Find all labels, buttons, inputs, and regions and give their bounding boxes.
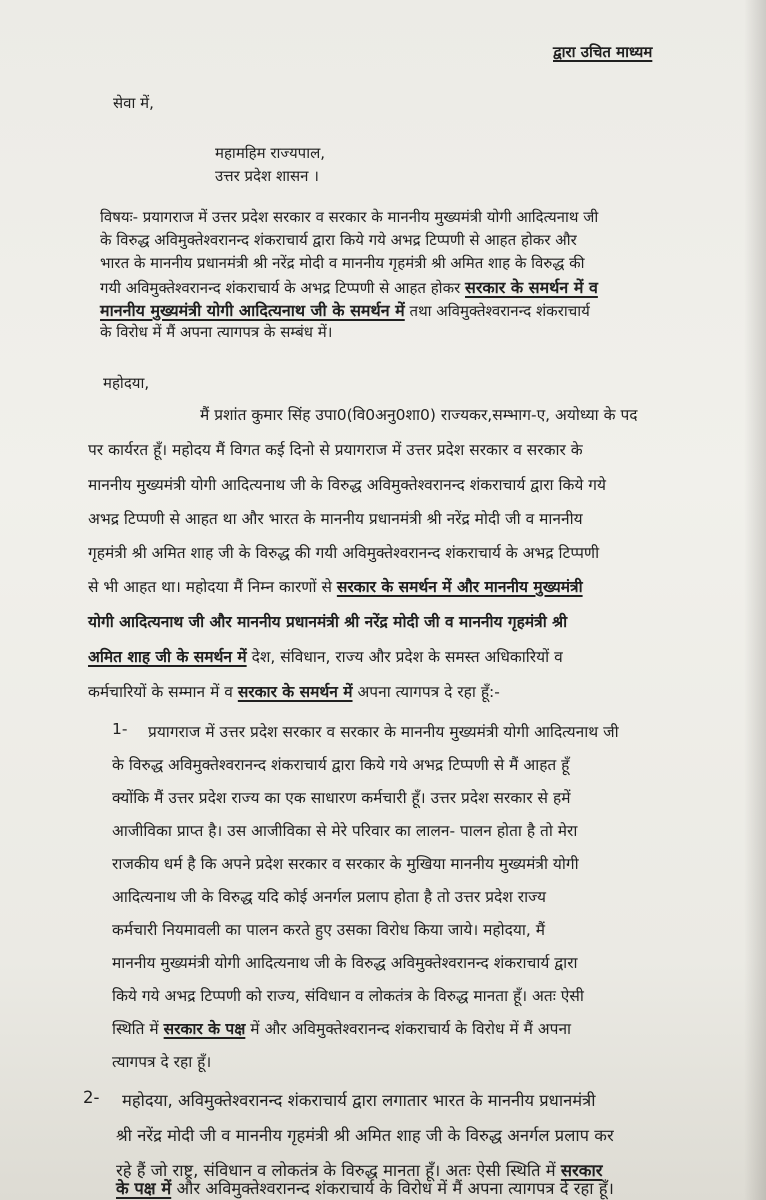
point-line xyxy=(116,1176,614,1199)
body-text: कर्मचारियों के सम्मान में व xyxy=(88,683,238,701)
body-underline: सरकार के समर्थन में xyxy=(237,683,353,701)
body-line xyxy=(88,680,500,702)
point-underline: सरकार के पक्ष xyxy=(163,1020,246,1038)
body-line: माननीय मुख्यमंत्री योगी आदित्यनाथ जी के विरुद्ध अविमुक्तेश्वरानन्द शंकराचार्य द्वारा किये गये xyxy=(88,476,607,494)
body-line: गृहमंत्री श्री अमित शाह जी के विरुद्ध की गयी अविमुक्तेश्वरानन्द शंकराचार्य के अभद्र टिप्पणी xyxy=(88,544,600,562)
point-line: श्री नरेंद्र मोदी जी व माननीय गृहमंत्री श्री अमित शाह जी के विरुद्ध अनर्गल प्रलाप कर xyxy=(116,1126,614,1145)
point-line: किये गये अभद्र टिप्पणी को राज्य, संविधान व लोकतंत्र के विरुद्ध मानता हूँ। अतः ऐसी xyxy=(112,987,584,1005)
addressee-line-1: महामहिम राज्यपाल, xyxy=(215,144,326,162)
point-number: 2- xyxy=(83,1088,100,1107)
point-line xyxy=(112,1017,571,1039)
point-text: स्थिति में xyxy=(112,1020,164,1038)
body-underline: सरकार के समर्थन में और माननीय मुख्यमंत्री xyxy=(336,578,583,596)
body-line: मैं प्रशांत कुमार सिंह उपा0(वि0अनु0शा0) राज्यकर,सम्भाग-ए, अयोध्या के पद xyxy=(200,406,638,424)
addressee-line-2: उत्तर प्रदेश शासन । xyxy=(215,167,319,185)
subject-line: के विरुद्ध अविमुक्तेश्वरानन्द शंकराचार्य द्वारा किये गये अभद्र टिप्पणी से आहत होकर और xyxy=(100,231,577,249)
subject-text: तथा अविमुक्तेश्वरानन्द शंकराचार्य xyxy=(404,302,590,320)
point-underline: सरकार xyxy=(560,1161,603,1180)
point-number: 1- xyxy=(112,720,128,738)
body-line xyxy=(88,575,583,597)
subject-underline: सरकार के समर्थन में व xyxy=(465,278,598,297)
point-underline: के पक्ष में xyxy=(116,1179,172,1198)
point-line: आदित्यनाथ जी के विरुद्ध यदि कोई अनर्गल प्रलाप होता है तो उत्तर प्रदेश राज्य xyxy=(112,888,546,906)
body-line xyxy=(88,645,563,667)
body-line: योगी आदित्यनाथ जी और माननीय प्रधानमंत्री श्री नरेंद्र मोदी जी व माननीय गृहमंत्री श्री xyxy=(88,613,568,631)
point-text: और अविमुक्तेश्वरानन्द शंकराचार्य के विरोध में मैं अपना त्यागपत्र दे रहा हूँ। xyxy=(171,1179,614,1198)
subject-text: गयी अविमुक्तेश्वरानन्द शंकराचार्य के अभद्र टिप्पणी से आहत होकर xyxy=(100,279,465,297)
point-line: आजीविका प्राप्त है। उस आजीविका से मेरे परिवार का लालन- पालन होता है तो मेरा xyxy=(112,822,578,840)
point-line: त्यागपत्र दे रहा हूँ। xyxy=(112,1053,212,1071)
point-text: रहे हैं जो राष्ट्र, संविधान व लोकतंत्र के विरुद्ध मानता हूँ। अतः ऐसी स्थिति में xyxy=(116,1161,561,1180)
point-line: प्रयागराज में उत्तर प्रदेश सरकार व सरकार के माननीय मुख्यमंत्री योगी आदित्यनाथ जी xyxy=(148,723,619,741)
point-line: के विरुद्ध अविमुक्तेश्वरानन्द शंकराचार्य द्वारा किये गये अभद्र टिप्पणी से मैं आहत हूँ xyxy=(112,756,570,774)
body-text: से भी आहत था। महोदया मैं निम्न कारणों से xyxy=(88,578,337,596)
page-shadow xyxy=(744,0,766,1200)
point-line: राजकीय धर्म है कि अपने प्रदेश सरकार व सरकार के मुखिया माननीय मुख्यमंत्री योगी xyxy=(112,855,579,873)
salutation: सेवा में, xyxy=(113,94,154,112)
point-text: में और अविमुक्तेश्वरानन्द शंकराचार्य के विरोध में मैं अपना xyxy=(245,1020,572,1038)
point-line: माननीय मुख्यमंत्री योगी आदित्यनाथ जी के विरुद्ध अविमुक्तेश्वरानन्द शंकराचार्य द्वारा xyxy=(112,954,578,972)
body-line: पर कार्यरत हूँ। महोदय मैं विगत कई दिनो से प्रयागराज में उत्तर प्रदेश सरकार व सरकार के xyxy=(88,441,583,459)
subject-line xyxy=(100,276,598,298)
subject-line: विषयः- प्रयागराज में उत्तर प्रदेश सरकार व सरकार के माननीय मुख्यमंत्री योगी आदित्यनाथ जी xyxy=(100,208,599,226)
point-line: क्योंकि मैं उत्तर प्रदेश राज्य का एक साधारण कर्मचारी हूँ। उत्तर प्रदेश सरकार से हमें xyxy=(112,789,571,807)
body-line: अभद्र टिप्पणी से आहत था और भारत के माननीय प्रधानमंत्री श्री नरेंद्र मोदी जी व माननीय xyxy=(88,510,583,528)
route-header: द्वारा उचित माध्यम xyxy=(553,43,653,61)
body-text: देश, संविधान, राज्य और प्रदेश के समस्त अधिकारियों व xyxy=(246,648,563,666)
subject-line xyxy=(100,299,590,321)
point-line: कर्मचारी नियमावली का पालन करते हुए उसका विरोध किया जाये। महोदया, मैं xyxy=(112,921,546,939)
body-text: अपना त्यागपत्र दे रहा हूँ:- xyxy=(352,683,500,701)
greeting: महोदया, xyxy=(103,374,150,392)
point-line: महोदया, अविमुक्तेश्वरानन्द शंकराचार्य द्वारा लगातार भारत के माननीय प्रधानमंत्री xyxy=(122,1091,596,1110)
subject-line: के विरोध में मैं अपना त्यागपत्र के सम्बंध में। xyxy=(100,323,333,341)
subject-line: भारत के माननीय प्रधानमंत्री श्री नरेंद्र मोदी व माननीय गृहमंत्री श्री अमित शाह के विरुद्ध की xyxy=(100,254,585,272)
body-underline: अमित शाह जी के समर्थन में xyxy=(88,648,247,666)
subject-underline: माननीय मुख्यमंत्री योगी आदित्यनाथ जी के समर्थन में xyxy=(100,301,405,320)
